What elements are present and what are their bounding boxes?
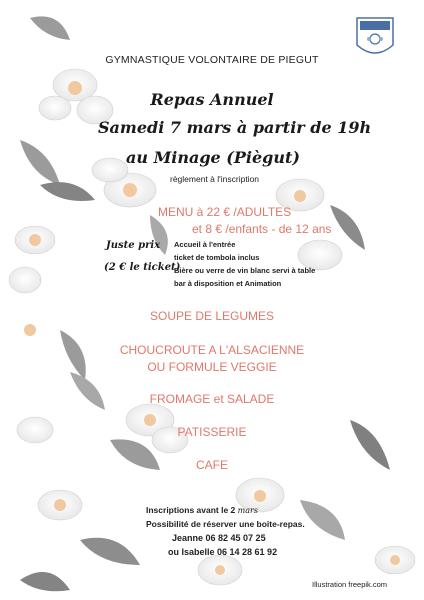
included-item: Accueil à l'entrée	[174, 240, 236, 249]
included-item: Bière ou verre de vin blanc servi à table	[174, 266, 316, 275]
menu-child-price: et 8 € /enfants - de 12 ans	[192, 222, 332, 236]
contact-jeanne: Jeanne 06 82 45 07 25	[172, 533, 266, 543]
event-title: Repas Annuel	[150, 90, 274, 109]
included-item: ticket de tombola inclus	[174, 253, 260, 262]
registration-month: mars	[237, 506, 258, 515]
payment-note: règlement à l'inscription	[170, 174, 260, 184]
menu-dish-choucroute: CHOUCROUTE A L'ALSACIENNE	[119, 343, 305, 357]
menu-dish-cheese: FROMAGE et SALADE	[149, 392, 275, 406]
menu-dish-veggie: OU FORMULE VEGGIE	[147, 360, 277, 374]
event-location: au Minage (Piègut)	[126, 148, 300, 167]
event-date: Samedi 7 mars à partir de 19h	[98, 118, 372, 137]
registration-prefix: Inscriptions avant le 2	[146, 505, 236, 515]
included-item: bar à disposition et Animation	[174, 279, 282, 288]
juste-prix-label: Juste prix	[106, 240, 161, 251]
meal-box-note: Possibilité de réserver une boite-repas.	[146, 519, 305, 529]
menu-adult-price: MENU à 22 € /ADULTES	[158, 205, 292, 219]
registration-deadline	[146, 505, 258, 515]
ticket-price-note: (2 € le ticket)	[104, 262, 181, 273]
contact-isabelle: ou Isabelle 06 14 28 61 92	[168, 547, 278, 557]
menu-dish-coffee: CAFE	[195, 458, 228, 472]
illustration-credit: Illustration freepik.com	[312, 580, 388, 589]
menu-dish-soup: SOUPE DE LEGUMES	[149, 309, 275, 323]
menu-dish-pastry: PATISSERIE	[177, 425, 247, 439]
organization-name: GYMNASTIQUE VOLONTAIRE DE PIEGUT	[105, 54, 319, 66]
